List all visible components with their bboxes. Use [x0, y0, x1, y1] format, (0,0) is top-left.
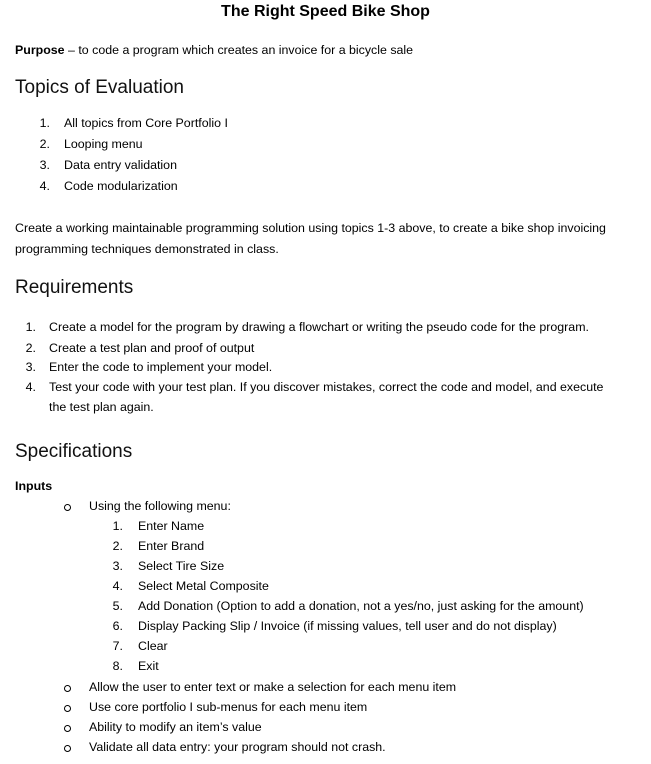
requirement-number: 3. [25, 360, 36, 374]
bullet-icon [64, 685, 71, 692]
requirement-item: Create a test plan and proof of output [49, 341, 255, 355]
topic-number: 1. [39, 116, 50, 130]
topic-item: Looping menu [64, 137, 143, 151]
menu-number: 5. [112, 599, 123, 613]
menu-item: Add Donation (Option to add a donation, not a yes/no, just asking for the amount) [138, 599, 584, 613]
bullet-item: Validate all data entry: your program should not crash. [89, 740, 386, 754]
bullet-icon [64, 705, 71, 712]
requirement-number: 4. [25, 380, 36, 394]
menu-item: Display Packing Slip / Invoice (if missing values, tell user and do not display) [138, 619, 557, 633]
purpose-text: – to code a program which creates an invoice for a bicycle sale [64, 43, 414, 57]
menu-intro: Using the following menu: [89, 499, 231, 513]
menu-number: 1. [112, 519, 123, 533]
topic-number: 2. [39, 137, 50, 151]
menu-item: Enter Brand [138, 539, 205, 553]
menu-item: Select Tire Size [138, 559, 225, 573]
topic-item: All topics from Core Portfolio I [64, 116, 228, 130]
menu-number: 7. [112, 639, 123, 653]
menu-item: Exit [138, 659, 159, 673]
requirement-item: Create a model for the program by drawing a flowchart or writing the pseudo code for the program. [49, 320, 589, 334]
topic-number: 4. [39, 179, 50, 193]
menu-number: 4. [112, 579, 123, 593]
topic-item: Code modularization [64, 179, 178, 193]
requirement-number: 1. [25, 320, 36, 334]
menu-item: Enter Name [138, 519, 205, 533]
bullet-icon [64, 504, 71, 511]
menu-number: 2. [112, 539, 123, 553]
bullet-icon [64, 745, 71, 752]
topic-number: 3. [39, 158, 50, 172]
topic-item: Data entry validation [64, 158, 177, 172]
menu-item: Clear [138, 639, 168, 653]
purpose-line [15, 43, 413, 57]
requirement-item: Test your code with your test plan. If you discover mistakes, correct the code and model, and execute [49, 380, 604, 394]
menu-item: Select Metal Composite [138, 579, 269, 593]
requirement-item-continuation: the test plan again. [49, 400, 154, 414]
menu-number: 8. [112, 659, 123, 673]
requirement-item: Enter the code to implement your model. [49, 360, 273, 374]
bullet-item: Allow the user to enter text or make a selection for each menu item [89, 680, 457, 694]
inputs-label: Inputs [15, 479, 53, 493]
document-title: The Right Speed Bike Shop [221, 3, 430, 20]
bullet-icon [64, 725, 71, 732]
menu-number: 6. [112, 619, 123, 633]
topics-heading: Topics of Evaluation [15, 77, 184, 98]
requirement-number: 2. [25, 341, 36, 355]
purpose-label: Purpose [15, 43, 65, 57]
specifications-heading: Specifications [15, 441, 133, 462]
menu-number: 3. [112, 559, 123, 573]
bullet-item: Use core portfolio I sub-menus for each menu item [89, 700, 368, 714]
summary-paragraph: Create a working maintainable programming solution using topics 1-3 above, to create a bike shop invoicing programming techniques demonstrated in class. [15, 221, 606, 256]
bullet-item: Ability to modify an item’s value [89, 720, 262, 734]
requirements-heading: Requirements [15, 277, 134, 298]
